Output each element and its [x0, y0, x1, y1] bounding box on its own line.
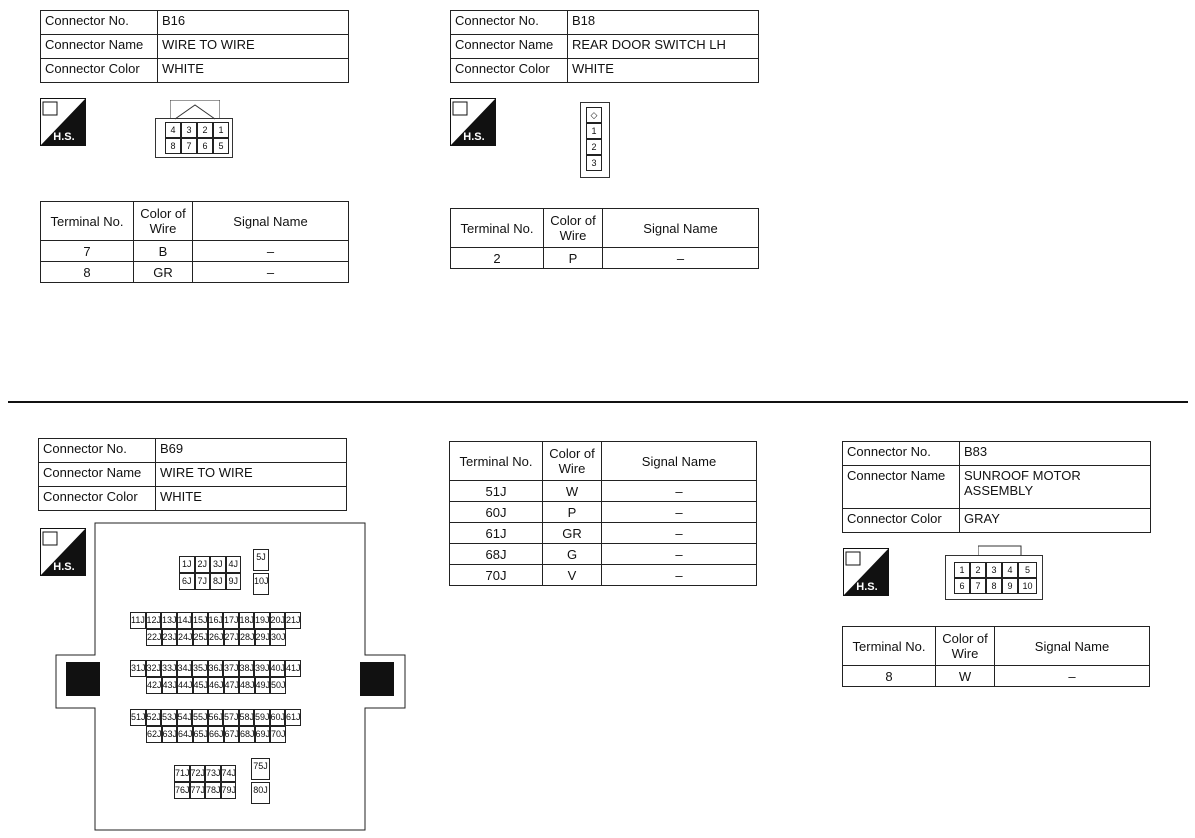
- header-signal-name: Signal Name: [603, 209, 759, 248]
- svg-text:H.S.: H.S.: [463, 131, 485, 143]
- header-terminal-no: Terminal No.: [843, 627, 936, 666]
- label-connector-no: Connector No.: [39, 439, 156, 463]
- wire-color: P: [543, 502, 602, 523]
- b69-pin: 8J: [210, 573, 226, 590]
- b69-pin: 3J: [210, 556, 226, 573]
- b69-terminal-table: [449, 441, 757, 586]
- table-row: [450, 481, 757, 502]
- b69-pin: 48J: [239, 677, 255, 694]
- b69-pin: 49J: [255, 677, 271, 694]
- b69-pin: 61J: [285, 709, 301, 726]
- b69-pin: 57J: [223, 709, 239, 726]
- header-color-of-wire: Color of Wire: [543, 442, 602, 481]
- b83-pin: 2: [970, 562, 986, 578]
- b69-pin: 80J: [251, 782, 270, 804]
- b83-pin: 1: [954, 562, 970, 578]
- label-connector-name: Connector Name: [843, 466, 960, 509]
- table-row: [451, 248, 759, 269]
- b18-pin: 2: [586, 139, 602, 155]
- header-color-of-wire: Color of Wire: [544, 209, 603, 248]
- b69-pin: 19J: [254, 612, 270, 629]
- b69-pin: 37J: [223, 660, 239, 677]
- b69-pin: 54J: [177, 709, 193, 726]
- b69-pin: 62J: [146, 726, 162, 743]
- b69-pin: 42J: [146, 677, 162, 694]
- signal-name: –: [995, 666, 1150, 687]
- b69-pin: 29J: [255, 629, 271, 646]
- wire-color: G: [543, 544, 602, 565]
- b69-pin: 76J: [174, 782, 190, 799]
- b69-pin: 77J: [190, 782, 206, 799]
- b69-pin: 36J: [208, 660, 224, 677]
- table-row: [450, 544, 757, 565]
- b18-terminal-table: [450, 208, 759, 269]
- b69-pin: 55J: [192, 709, 208, 726]
- terminal-no: 60J: [450, 502, 543, 523]
- b69-pin: 38J: [239, 660, 255, 677]
- b83-connector-color: GRAY: [960, 509, 1151, 533]
- b69-pin: 52J: [146, 709, 162, 726]
- b69-pin: 10J: [253, 573, 269, 595]
- b69-pin: 70J: [270, 726, 286, 743]
- b69-pin: 56J: [208, 709, 224, 726]
- b69-pin: 60J: [270, 709, 286, 726]
- b69-pin: 2J: [195, 556, 211, 573]
- b83-pin: 9: [1002, 578, 1018, 594]
- b69-pin: 51J: [130, 709, 146, 726]
- label-connector-name: Connector Name: [39, 463, 156, 487]
- b18-connector-color: WHITE: [568, 59, 759, 83]
- b69-pin: 30J: [270, 629, 286, 646]
- label-connector-no: Connector No.: [41, 11, 158, 35]
- b69-pin: 53J: [161, 709, 177, 726]
- b69-pin: 21J: [285, 612, 301, 629]
- b69-pin: 67J: [224, 726, 240, 743]
- b69-pin: 4J: [226, 556, 242, 573]
- header-signal-name: Signal Name: [602, 442, 757, 481]
- b69-pin: 47J: [224, 677, 240, 694]
- svg-text:H.S.: H.S.: [856, 581, 878, 593]
- terminal-no: 68J: [450, 544, 543, 565]
- table-row: [450, 502, 757, 523]
- b16-pin: 4: [165, 122, 181, 138]
- b69-pin: 24J: [177, 629, 193, 646]
- b69-pin: 20J: [270, 612, 286, 629]
- table-row: [843, 666, 1150, 687]
- b69-pin: 14J: [177, 612, 193, 629]
- b18-pin: 3: [586, 155, 602, 171]
- b69-pin: 7J: [195, 573, 211, 590]
- label-connector-color: Connector Color: [451, 59, 568, 83]
- b69-connector-color: WHITE: [156, 487, 347, 511]
- b69-pin: 1J: [179, 556, 195, 573]
- b83-pin: 8: [986, 578, 1002, 594]
- b69-pin: 31J: [130, 660, 146, 677]
- b83-connector-name: SUNROOF MOTOR ASSEMBLY: [960, 466, 1151, 509]
- terminal-no: 7: [41, 241, 134, 262]
- table-row: [450, 523, 757, 544]
- b69-pin: 58J: [239, 709, 255, 726]
- b69-pin: 50J: [270, 677, 286, 694]
- b16-pin: 8: [165, 138, 181, 154]
- b69-pin: 17J: [223, 612, 239, 629]
- b69-pin: 74J: [221, 765, 237, 782]
- b83-pin: 7: [970, 578, 986, 594]
- terminal-no: 61J: [450, 523, 543, 544]
- b16-pin: 5: [213, 138, 229, 154]
- b69-pin: 66J: [208, 726, 224, 743]
- b69-pin: 9J: [226, 573, 242, 590]
- b18-key-pin: ◇: [586, 107, 602, 123]
- label-connector-name: Connector Name: [451, 35, 568, 59]
- b69-pin: 33J: [161, 660, 177, 677]
- header-terminal-no: Terminal No.: [450, 442, 543, 481]
- b16-pin: 2: [197, 122, 213, 138]
- b16-pin: 3: [181, 122, 197, 138]
- b16-pin: 7: [181, 138, 197, 154]
- connector-hs-icon: [40, 98, 86, 146]
- b69-pin: 75J: [251, 758, 270, 780]
- label-connector-color: Connector Color: [41, 59, 158, 83]
- signal-name: –: [193, 241, 349, 262]
- header-color-of-wire: Color of Wire: [936, 627, 995, 666]
- b69-pin: 63J: [162, 726, 178, 743]
- connector-hs-icon: [843, 548, 889, 596]
- b83-terminal-table: [842, 626, 1150, 687]
- b83-pin: 6: [954, 578, 970, 594]
- b69-pin: 64J: [177, 726, 193, 743]
- b18-connector-name: REAR DOOR SWITCH LH: [568, 35, 759, 59]
- terminal-no: 70J: [450, 565, 543, 586]
- b69-pin: 45J: [193, 677, 209, 694]
- b69-pin: 59J: [254, 709, 270, 726]
- b69-pin: 39J: [254, 660, 270, 677]
- b69-pin: 34J: [177, 660, 193, 677]
- signal-name: –: [193, 262, 349, 283]
- b83-pin: 5: [1018, 562, 1037, 578]
- b69-pin: 65J: [193, 726, 209, 743]
- b69-pin: 44J: [177, 677, 193, 694]
- terminal-no: 2: [451, 248, 544, 269]
- b69-pin: 68J: [239, 726, 255, 743]
- b69-pin: 16J: [208, 612, 224, 629]
- svg-text:H.S.: H.S.: [53, 561, 75, 573]
- terminal-no: 8: [41, 262, 134, 283]
- svg-text:H.S.: H.S.: [53, 131, 75, 143]
- b69-pin: 28J: [239, 629, 255, 646]
- b69-connector-no: B69: [156, 439, 347, 463]
- wire-color: B: [134, 241, 193, 262]
- header-terminal-no: Terminal No.: [41, 202, 134, 241]
- b69-pin: 32J: [146, 660, 162, 677]
- signal-name: –: [602, 481, 757, 502]
- header-color-of-wire: Color of Wire: [134, 202, 193, 241]
- b69-pin: 79J: [221, 782, 237, 799]
- table-row: [41, 262, 349, 283]
- terminal-no: 8: [843, 666, 936, 687]
- header-signal-name: Signal Name: [193, 202, 349, 241]
- b69-pin: 73J: [205, 765, 221, 782]
- b16-pin: 6: [197, 138, 213, 154]
- header-terminal-no: Terminal No.: [451, 209, 544, 248]
- signal-name: –: [602, 565, 757, 586]
- b16-pin: 1: [213, 122, 229, 138]
- b83-pin: 4: [1002, 562, 1018, 578]
- b69-pin: 18J: [239, 612, 255, 629]
- b16-connector-color: WHITE: [158, 59, 349, 83]
- b69-pin: 26J: [208, 629, 224, 646]
- b18-info-table: [450, 10, 759, 83]
- table-row: [450, 565, 757, 586]
- b69-pin: 6J: [179, 573, 195, 590]
- label-connector-no: Connector No.: [843, 442, 960, 466]
- b69-pin: 12J: [146, 612, 162, 629]
- label-connector-no: Connector No.: [451, 11, 568, 35]
- b16-info-table: [40, 10, 349, 83]
- wire-color: V: [543, 565, 602, 586]
- signal-name: –: [602, 523, 757, 544]
- terminal-no: 51J: [450, 481, 543, 502]
- b16-terminal-table: [40, 201, 349, 283]
- b69-pin: 71J: [174, 765, 190, 782]
- b83-connector-no: B83: [960, 442, 1151, 466]
- b69-pin: 15J: [192, 612, 208, 629]
- b69-pin: 72J: [190, 765, 206, 782]
- b18-pin: 1: [586, 123, 602, 139]
- wire-color: W: [936, 666, 995, 687]
- wire-color: GR: [543, 523, 602, 544]
- b69-pin: 43J: [162, 677, 178, 694]
- signal-name: –: [602, 502, 757, 523]
- b16-connector-no: B16: [158, 11, 349, 35]
- b16-connector-name: WIRE TO WIRE: [158, 35, 349, 59]
- signal-name: –: [603, 248, 759, 269]
- b69-pin: 40J: [270, 660, 286, 677]
- b69-pin: 27J: [224, 629, 240, 646]
- b69-pin: 41J: [285, 660, 301, 677]
- wire-color: GR: [134, 262, 193, 283]
- b83-info-table: [842, 441, 1151, 533]
- wire-color: P: [544, 248, 603, 269]
- b69-pin: 5J: [253, 549, 269, 571]
- label-connector-color: Connector Color: [843, 509, 960, 533]
- section-divider: [8, 401, 1188, 403]
- b69-pin: 25J: [193, 629, 209, 646]
- b69-pin: 13J: [161, 612, 177, 629]
- b69-pin: 46J: [208, 677, 224, 694]
- b83-pin: 3: [986, 562, 1002, 578]
- b69-pin: 35J: [192, 660, 208, 677]
- b69-connector-name: WIRE TO WIRE: [156, 463, 347, 487]
- wire-color: W: [543, 481, 602, 502]
- header-signal-name: Signal Name: [995, 627, 1150, 666]
- connector-hs-icon: [450, 98, 496, 146]
- b69-pin: 23J: [162, 629, 178, 646]
- b69-pin: 11J: [130, 612, 146, 629]
- b18-connector-no: B18: [568, 11, 759, 35]
- label-connector-color: Connector Color: [39, 487, 156, 511]
- b69-pin: 22J: [146, 629, 162, 646]
- table-row: [41, 241, 349, 262]
- b69-pin: 69J: [255, 726, 271, 743]
- b83-pin: 10: [1018, 578, 1037, 594]
- b69-pin: 78J: [205, 782, 221, 799]
- signal-name: –: [602, 544, 757, 565]
- b69-info-table: [38, 438, 347, 511]
- label-connector-name: Connector Name: [41, 35, 158, 59]
